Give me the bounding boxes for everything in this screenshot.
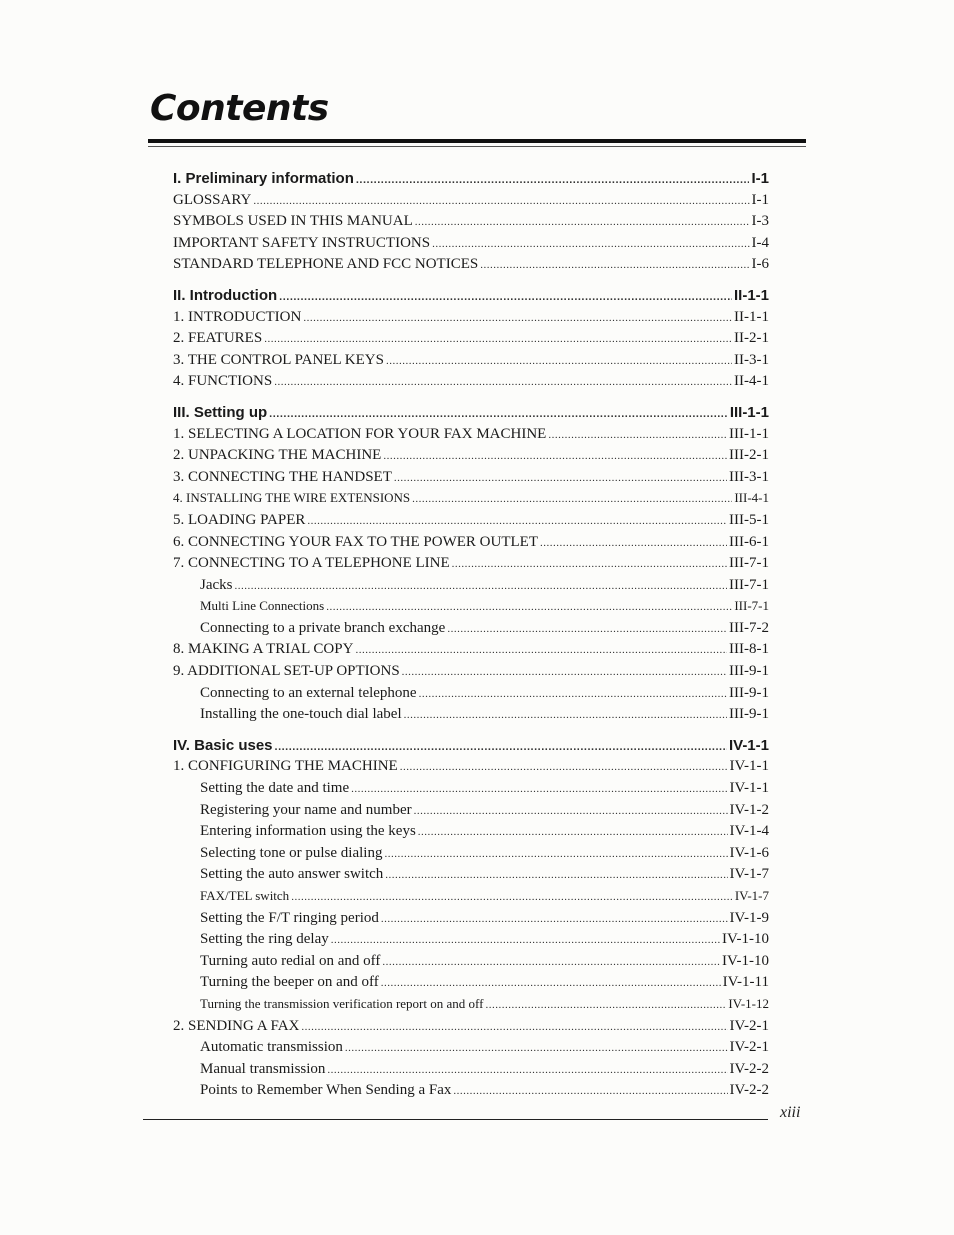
toc-entry (173, 706, 769, 728)
toc-entry (173, 577, 769, 599)
dot-leader (419, 688, 727, 700)
dot-leader (381, 913, 728, 925)
dot-leader (418, 826, 728, 838)
title-rule-thin (148, 146, 806, 147)
table-of-contents (173, 170, 769, 1104)
toc-entry-page: IV-1-11 (722, 974, 769, 991)
toc-entry-label: Points to Remember When Sending a Fax (200, 1082, 452, 1099)
toc-entry (173, 974, 769, 996)
toc-entry-page: IV-1-10 (722, 931, 769, 948)
toc-entry-page: IV-1-1 (728, 736, 769, 754)
dot-leader (279, 291, 732, 303)
toc-entry-label: I. Preliminary information (173, 170, 354, 187)
toc-entry-label: FAX/TEL switch (200, 888, 290, 903)
toc-entry-page: III-4-1 (734, 490, 769, 506)
dot-leader (540, 537, 727, 549)
toc-entry-label: IMPORTANT SAFETY INSTRUCTIONS (173, 234, 431, 251)
toc-entry-label: 8. MAKING A TRIAL COPY (173, 641, 354, 658)
page-title: Contents (150, 88, 329, 129)
footer-rule (143, 1119, 768, 1120)
dot-leader (385, 869, 727, 881)
toc-entry-label: 3. CONNECTING THE HANDSET (173, 468, 392, 485)
toc-entry (173, 888, 769, 910)
toc-entry-label: 4. INSTALLING THE WIRE EXTENSIONS (173, 490, 411, 506)
dot-leader (307, 515, 727, 527)
toc-entry (173, 823, 769, 845)
toc-entry-label: III. Setting up (173, 403, 268, 421)
toc-entry-label: Manual transmission (200, 1060, 326, 1077)
toc-entry (173, 447, 769, 469)
toc-entry-page: III-5-1 (729, 511, 769, 528)
toc-entry-label: Multi Line Connections (200, 598, 325, 614)
toc-entry-label: 2. SENDING A FAX (173, 1017, 300, 1034)
dot-leader (415, 216, 750, 228)
toc-entry-page: IV-1-1 (729, 758, 769, 775)
toc-entry (173, 192, 769, 214)
toc-entry (173, 534, 769, 556)
toc-entry (173, 512, 769, 534)
toc-entry (173, 373, 769, 395)
toc-entry-label: Turning auto redial on and off (200, 952, 381, 969)
toc-entry-page: IV-1-6 (729, 844, 769, 861)
toc-entry-page: I-1 (751, 170, 769, 187)
toc-entry-page: III-7-2 (729, 619, 769, 636)
toc-entry (173, 931, 769, 953)
toc-entry-label: IV. Basic uses (173, 736, 273, 754)
toc-entry (173, 996, 769, 1018)
dot-leader (480, 259, 749, 271)
toc-entry-label: Automatic transmission (200, 1039, 343, 1056)
dot-leader (412, 493, 732, 505)
title-rule (148, 139, 806, 143)
dot-leader (447, 623, 727, 635)
dot-leader (384, 848, 727, 860)
toc-entry (173, 598, 769, 620)
toc-entry-label: Connecting to a private branch exchange (200, 619, 446, 636)
dot-leader (355, 644, 727, 656)
toc-entry (173, 780, 769, 802)
toc-entry-label: 1. SELECTING A LOCATION FOR YOUR FAX MACHINE (173, 425, 547, 442)
dot-leader (356, 174, 750, 186)
toc-entry-page: III-6-1 (729, 533, 769, 550)
dot-leader (400, 761, 728, 773)
toc-entry-page: I-6 (751, 256, 769, 273)
toc-entry-page: IV-2-2 (729, 1082, 769, 1099)
toc-entry (173, 235, 769, 257)
toc-entry-label: 2. FEATURES (173, 330, 263, 347)
toc-entry-label: Installing the one-touch dial label (200, 706, 402, 723)
toc-entry-page: IV-1-4 (729, 823, 769, 840)
toc-entry-label: 7. CONNECTING TO A TELEPHONE LINE (173, 555, 450, 572)
toc-entry-label: 3. THE CONTROL PANEL KEYS (173, 351, 384, 368)
toc-entry-page: III-9-1 (729, 663, 769, 680)
toc-entry (173, 910, 769, 932)
dot-leader (432, 238, 749, 250)
dot-leader (404, 709, 727, 721)
toc-section-heading (173, 287, 769, 309)
toc-entry-page: III-7-1 (729, 555, 769, 572)
toc-section-heading (173, 737, 769, 759)
toc-entry-page: IV-1-7 (734, 888, 769, 903)
toc-entry-page: III-3-1 (729, 468, 769, 485)
toc-entry (173, 490, 769, 512)
toc-entry-label: 1. CONFIGURING THE MACHINE (173, 758, 398, 775)
toc-entry (173, 256, 769, 278)
toc-entry-page: II-4-1 (734, 373, 769, 390)
toc-entry-page: IV-2-2 (729, 1060, 769, 1077)
dot-leader (351, 783, 727, 795)
toc-entry-page: III-9-1 (729, 706, 769, 723)
toc-entry-label: Registering your name and number (200, 801, 412, 818)
dot-leader (235, 580, 728, 592)
toc-entry-label: 5. LOADING PAPER (173, 511, 306, 528)
toc-entry-page: IV-1-7 (729, 866, 769, 883)
toc-entry (173, 620, 769, 642)
toc-entry-page: III-8-1 (729, 641, 769, 658)
toc-entry-page: III-9-1 (729, 684, 769, 701)
toc-section-heading (173, 404, 769, 426)
toc-entry (173, 309, 769, 331)
dot-leader (269, 408, 728, 420)
dot-leader (402, 666, 727, 678)
dot-leader (414, 805, 728, 817)
toc-entry-page: II-3-1 (734, 351, 769, 368)
toc-section-heading (173, 170, 769, 192)
toc-entry-label: Connecting to an external telephone (200, 684, 417, 701)
dot-leader (303, 312, 732, 324)
toc-entry (173, 758, 769, 780)
dot-leader (326, 601, 732, 613)
toc-entry-page: IV-1-12 (728, 995, 769, 1011)
dot-leader (327, 1064, 727, 1076)
dot-leader (381, 977, 721, 989)
toc-entry (173, 469, 769, 491)
toc-entry-label: 9. ADDITIONAL SET-UP OPTIONS (173, 663, 400, 680)
dot-leader (331, 934, 720, 946)
toc-entry-label: Setting the F/T ringing period (200, 909, 379, 926)
toc-entry-page: I-3 (751, 213, 769, 230)
toc-entry-page: II-1-1 (733, 286, 769, 304)
toc-entry-label: Turning the transmission verification report on and off (200, 995, 484, 1011)
toc-entry (173, 1018, 769, 1040)
dot-leader (264, 333, 732, 345)
page-number: xiii (780, 1104, 801, 1121)
toc-entry-page: III-7-1 (729, 576, 769, 593)
toc-entry-label: II. Introduction (173, 286, 278, 304)
dot-leader (291, 891, 733, 903)
toc-entry (173, 1082, 769, 1104)
toc-entry-page: IV-2-1 (729, 1039, 769, 1056)
toc-entry-page: II-2-1 (734, 330, 769, 347)
toc-entry-label: 1. INTRODUCTION (173, 308, 302, 325)
toc-entry (173, 663, 769, 685)
toc-entry (173, 330, 769, 352)
toc-entry (173, 1039, 769, 1061)
dot-leader (485, 999, 726, 1011)
toc-entry-label: Setting the ring delay (200, 931, 329, 948)
toc-entry-page: III-2-1 (729, 447, 769, 464)
dot-leader (383, 450, 727, 462)
toc-entry-page: IV-1-1 (729, 780, 769, 797)
toc-entry (173, 866, 769, 888)
dot-leader (274, 376, 732, 388)
toc-entry-label: STANDARD TELEPHONE AND FCC NOTICES (173, 256, 479, 273)
toc-entry-page: I-4 (751, 234, 769, 251)
toc-entry-page: III-1-1 (729, 403, 769, 421)
toc-entry-page: I-1 (751, 191, 769, 208)
toc-entry-label: 6. CONNECTING YOUR FAX TO THE POWER OUTLET (173, 533, 538, 550)
toc-entry-page: IV-2-1 (729, 1017, 769, 1034)
dot-leader (394, 472, 727, 484)
toc-entry (173, 555, 769, 577)
toc-entry-page: IV-1-9 (729, 909, 769, 926)
toc-entry (173, 685, 769, 707)
toc-entry-page: II-1-1 (734, 308, 769, 325)
dot-leader (345, 1042, 728, 1054)
toc-entry-label: Turning the beeper on and off (200, 974, 379, 991)
toc-entry-page: IV-1-2 (729, 801, 769, 818)
toc-entry (173, 802, 769, 824)
toc-entry-label: 2. UNPACKING THE MACHINE (173, 447, 382, 464)
dot-leader (386, 355, 732, 367)
dot-leader (452, 558, 727, 570)
toc-entry (173, 352, 769, 374)
dot-leader (253, 195, 749, 207)
toc-entry-label: 4. FUNCTIONS (173, 373, 273, 390)
toc-entry-label: Selecting tone or pulse dialing (200, 844, 383, 861)
dot-leader (275, 741, 727, 753)
dot-leader (453, 1085, 727, 1097)
toc-entry (173, 1061, 769, 1083)
toc-entry-label: SYMBOLS USED IN THIS MANUAL (173, 213, 413, 230)
toc-entry (173, 213, 769, 235)
toc-entry-page: III-7-1 (734, 598, 769, 614)
toc-entry-label: Jacks (200, 576, 233, 593)
toc-entry (173, 426, 769, 448)
toc-entry (173, 641, 769, 663)
dot-leader (548, 429, 727, 441)
toc-entry-label: Entering information using the keys (200, 823, 416, 840)
toc-entry-label: Setting the auto answer switch (200, 866, 384, 883)
dot-leader (382, 956, 720, 968)
toc-entry (173, 845, 769, 867)
toc-entry-label: GLOSSARY (173, 191, 252, 208)
toc-entry-label: Setting the date and time (200, 780, 350, 797)
toc-entry-page: III-1-1 (729, 425, 769, 442)
toc-entry (173, 953, 769, 975)
dot-leader (301, 1021, 727, 1033)
toc-entry-page: IV-1-10 (722, 952, 769, 969)
